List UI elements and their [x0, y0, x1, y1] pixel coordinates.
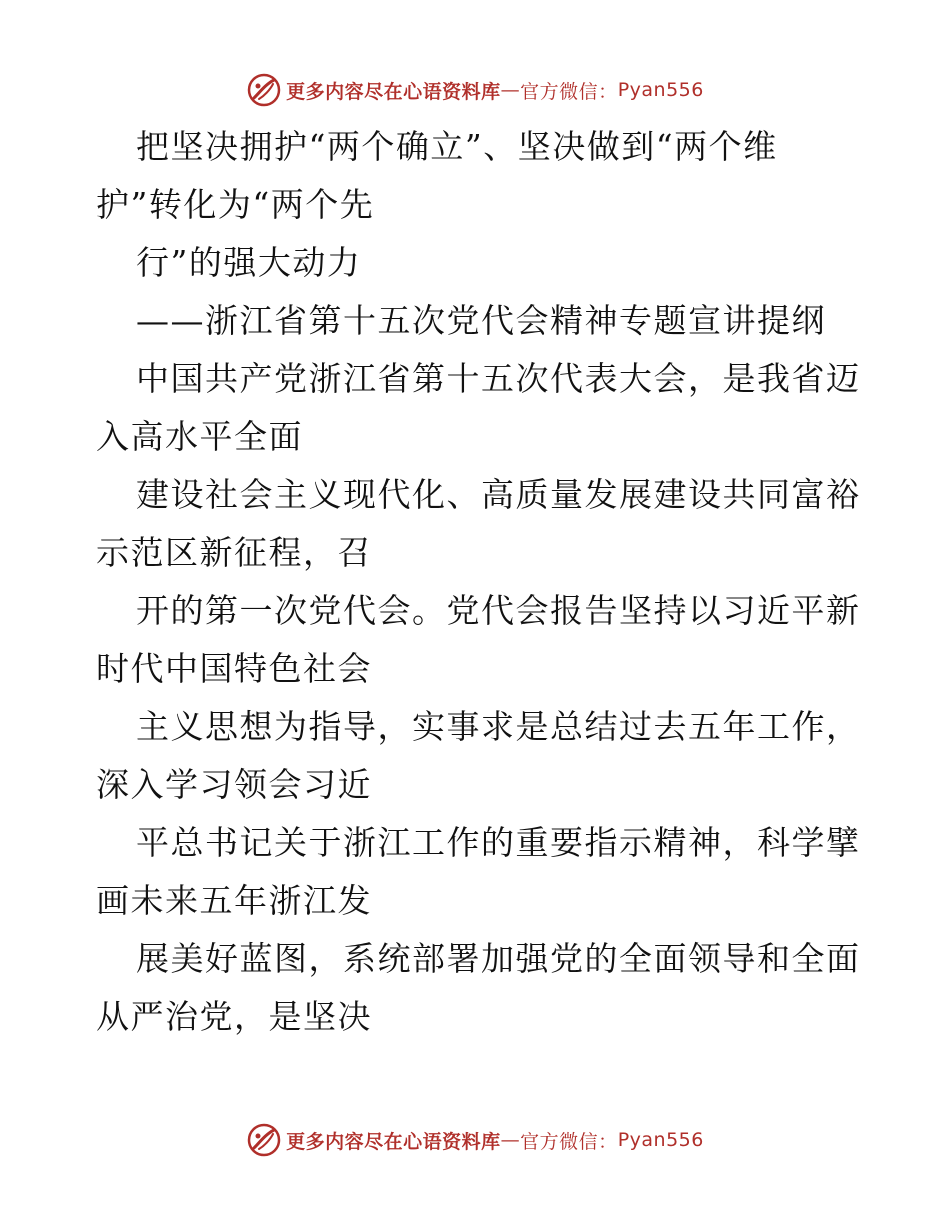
text-line: 行”的强大动力 — [136, 243, 362, 282]
text-line: 从严治党，是坚决 — [96, 997, 372, 1036]
text-line: 时代中国特色社会 — [96, 649, 372, 688]
text-line: 把坚决拥护“两个确立”、坚决做到“两个维 — [136, 127, 778, 166]
watermark-label: 官方微信： — [520, 80, 618, 103]
watermark-dash: — — [500, 1129, 521, 1151]
text-line: 建设社会主义现代化、高质量发展建设共同富裕 — [136, 475, 861, 514]
text-line: 展美好蓝图，系统部署加强党的全面领导和全面 — [136, 939, 861, 978]
text-line: 开的第一次党代会。党代会报告坚持以习近平新 — [136, 591, 861, 630]
watermark-site: 更多内容尽在心语资料库 — [286, 1130, 501, 1153]
logo-icon — [246, 72, 282, 108]
text-line: 画未来五年浙江发 — [96, 881, 372, 920]
watermark-id: Pyan556 — [617, 1129, 704, 1151]
header-watermark — [0, 70, 950, 110]
text-line: 护”转化为“两个先 — [96, 185, 375, 224]
text-line: 入高水平全面 — [96, 417, 303, 456]
watermark-dash: — — [500, 79, 521, 101]
footer-watermark — [0, 1120, 950, 1160]
text-line: 平总书记关于浙江工作的重要指示精神，科学擘 — [136, 823, 861, 862]
text-line: 示范区新征程，召 — [96, 533, 372, 572]
text-line: 主义思想为指导，实事求是总结过去五年工作， — [136, 707, 861, 746]
text-line: 深入学习领会习近 — [96, 765, 372, 804]
watermark-site: 更多内容尽在心语资料库 — [286, 80, 501, 103]
watermark-id: Pyan556 — [617, 79, 704, 101]
logo-icon — [246, 1122, 282, 1158]
document-body — [96, 118, 861, 1046]
text-line: ——浙江省第十五次党代会精神专题宣讲提纲 — [136, 301, 826, 340]
text-line: 中国共产党浙江省第十五次代表大会，是我省迈 — [136, 359, 861, 398]
watermark-label: 官方微信： — [520, 1130, 618, 1153]
